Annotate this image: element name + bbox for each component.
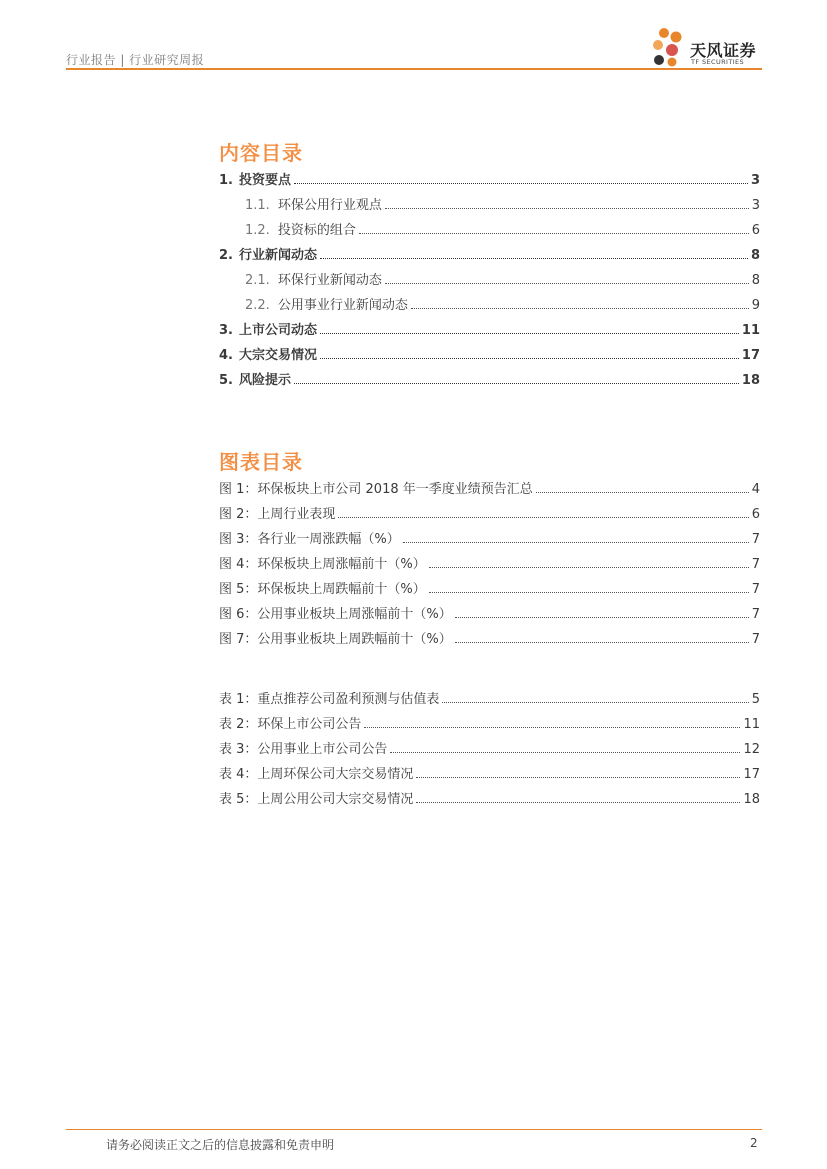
table-entry[interactable] <box>219 714 760 732</box>
figure-entry-title: 图 2：上周行业表现 <box>219 507 336 522</box>
figure-entry[interactable] <box>219 579 760 597</box>
table-entry[interactable] <box>219 789 760 807</box>
toc-entry-page: 11 <box>741 323 760 338</box>
footer-rule <box>66 1129 762 1130</box>
leader-dots <box>320 257 748 259</box>
leader-dots <box>429 566 749 568</box>
toc-entry-page: 17 <box>741 348 760 363</box>
toc-entry[interactable] <box>219 245 760 263</box>
toc-entry-page: 9 <box>751 298 760 313</box>
figure-entry-page: 6 <box>751 507 760 522</box>
leader-dots <box>429 591 749 593</box>
leader-dots <box>536 491 749 493</box>
toc-entry-number: 1.1. <box>245 198 270 213</box>
toc-entry-title: 公用事业行业新闻动态 <box>277 298 408 313</box>
table-entry-title: 表 3：公用事业上市公司公告 <box>219 742 388 757</box>
toc-entry-page: 3 <box>750 173 760 188</box>
toc-entry-number: 2.2. <box>245 298 270 313</box>
toc-entry-number: 3. <box>219 323 233 338</box>
leader-dots <box>455 616 749 618</box>
toc-entry-title: 环保公用行业观点 <box>277 198 382 213</box>
toc-entry-page: 6 <box>751 223 760 238</box>
leader-dots <box>320 332 739 334</box>
header-category: 行业报告 | 行业研究周报 <box>66 53 205 67</box>
figure-entry[interactable] <box>219 554 760 572</box>
toc-entry[interactable] <box>245 270 760 288</box>
leader-dots <box>416 801 740 803</box>
toc-entry[interactable] <box>219 370 760 388</box>
figure-entry-page: 4 <box>751 482 760 497</box>
toc-entry[interactable] <box>245 220 760 238</box>
toc-entry-number: 5. <box>219 373 233 388</box>
table-entry-page: 18 <box>743 792 760 807</box>
leader-dots <box>359 232 749 234</box>
figure-entry[interactable] <box>219 629 760 647</box>
logo-subtitle: TF SECURITIES <box>691 58 745 66</box>
figure-entry[interactable] <box>219 479 760 497</box>
page-number: 2 <box>750 1136 758 1150</box>
figures-title: 图表目录 <box>219 450 303 474</box>
figure-entry[interactable] <box>219 504 760 522</box>
table-entry[interactable] <box>219 739 760 757</box>
figure-entry-title: 图 1：环保板块上市公司 2018 年一季度业绩预告汇总 <box>219 482 533 497</box>
table-entry[interactable] <box>219 764 760 782</box>
figure-entry-title: 图 6：公用事业板块上周涨幅前十（%） <box>219 607 452 622</box>
toc-entry-number: 1.2. <box>245 223 270 238</box>
leader-dots <box>442 701 748 703</box>
leader-dots <box>294 182 748 184</box>
leader-dots <box>294 382 739 384</box>
toc-entry-title: 风险提示 <box>238 373 291 388</box>
table-entry-title: 表 1：重点推荐公司盈利预测与估值表 <box>219 692 440 707</box>
toc-entry-page: 8 <box>750 248 760 263</box>
leader-dots <box>338 516 748 518</box>
logo-mark-icon <box>650 24 690 70</box>
figure-entry-page: 7 <box>751 557 760 572</box>
leader-dots <box>385 282 749 284</box>
footer-disclaimer: 请务必阅读正文之后的信息披露和免责申明 <box>106 1138 335 1152</box>
toc-entry[interactable] <box>219 170 760 188</box>
toc-entry-page: 18 <box>741 373 760 388</box>
leader-dots <box>416 776 740 778</box>
figure-entry-title: 图 7：公用事业板块上周跌幅前十（%） <box>219 632 452 647</box>
figure-entry[interactable] <box>219 604 760 622</box>
table-entry-title: 表 2：环保上市公司公告 <box>219 717 362 732</box>
company-logo <box>650 24 765 70</box>
logo-name: 天风证券 <box>690 41 757 60</box>
leader-dots <box>403 541 749 543</box>
toc-entry-number: 1. <box>219 173 233 188</box>
contents-title: 内容目录 <box>219 141 303 165</box>
table-entry-page: 12 <box>743 742 760 757</box>
table-entry[interactable] <box>219 689 760 707</box>
toc-entry-number: 2.1. <box>245 273 270 288</box>
toc-entry-title: 环保行业新闻动态 <box>277 273 382 288</box>
leader-dots <box>364 726 740 728</box>
toc-entry-title: 行业新闻动态 <box>238 248 317 263</box>
toc-entry-title: 大宗交易情况 <box>238 348 317 363</box>
toc-entry-title: 上市公司动态 <box>238 323 317 338</box>
toc-entry-number: 4. <box>219 348 233 363</box>
toc-entry[interactable] <box>245 295 760 313</box>
figure-entry[interactable] <box>219 529 760 547</box>
figure-entry-page: 7 <box>751 532 760 547</box>
table-entry-page: 17 <box>743 767 760 782</box>
toc-entry[interactable] <box>219 345 760 363</box>
toc-entry[interactable] <box>245 195 760 213</box>
figure-entry-title: 图 4：环保板块上周涨幅前十（%） <box>219 557 426 572</box>
toc-entry-page: 3 <box>751 198 760 213</box>
leader-dots <box>320 357 739 359</box>
toc-entry-title: 投资标的组合 <box>277 223 356 238</box>
figure-entry-title: 图 3：各行业一周涨跌幅（%） <box>219 532 400 547</box>
toc-entry-number: 2. <box>219 248 233 263</box>
leader-dots <box>455 641 749 643</box>
table-entry-title: 表 4：上周环保公司大宗交易情况 <box>219 767 414 782</box>
figure-entry-page: 7 <box>751 607 760 622</box>
header-rule <box>66 68 762 70</box>
toc-entry-title: 投资要点 <box>238 173 291 188</box>
toc-entry[interactable] <box>219 320 760 338</box>
leader-dots <box>385 207 749 209</box>
leader-dots <box>390 751 740 753</box>
figure-entry-page: 7 <box>751 582 760 597</box>
table-entry-page: 5 <box>751 692 760 707</box>
table-entry-page: 11 <box>743 717 760 732</box>
leader-dots <box>411 307 749 309</box>
table-entry-title: 表 5：上周公用公司大宗交易情况 <box>219 792 414 807</box>
toc-entry-page: 8 <box>751 273 760 288</box>
figure-entry-page: 7 <box>751 632 760 647</box>
figure-entry-title: 图 5：环保板块上周跌幅前十（%） <box>219 582 426 597</box>
